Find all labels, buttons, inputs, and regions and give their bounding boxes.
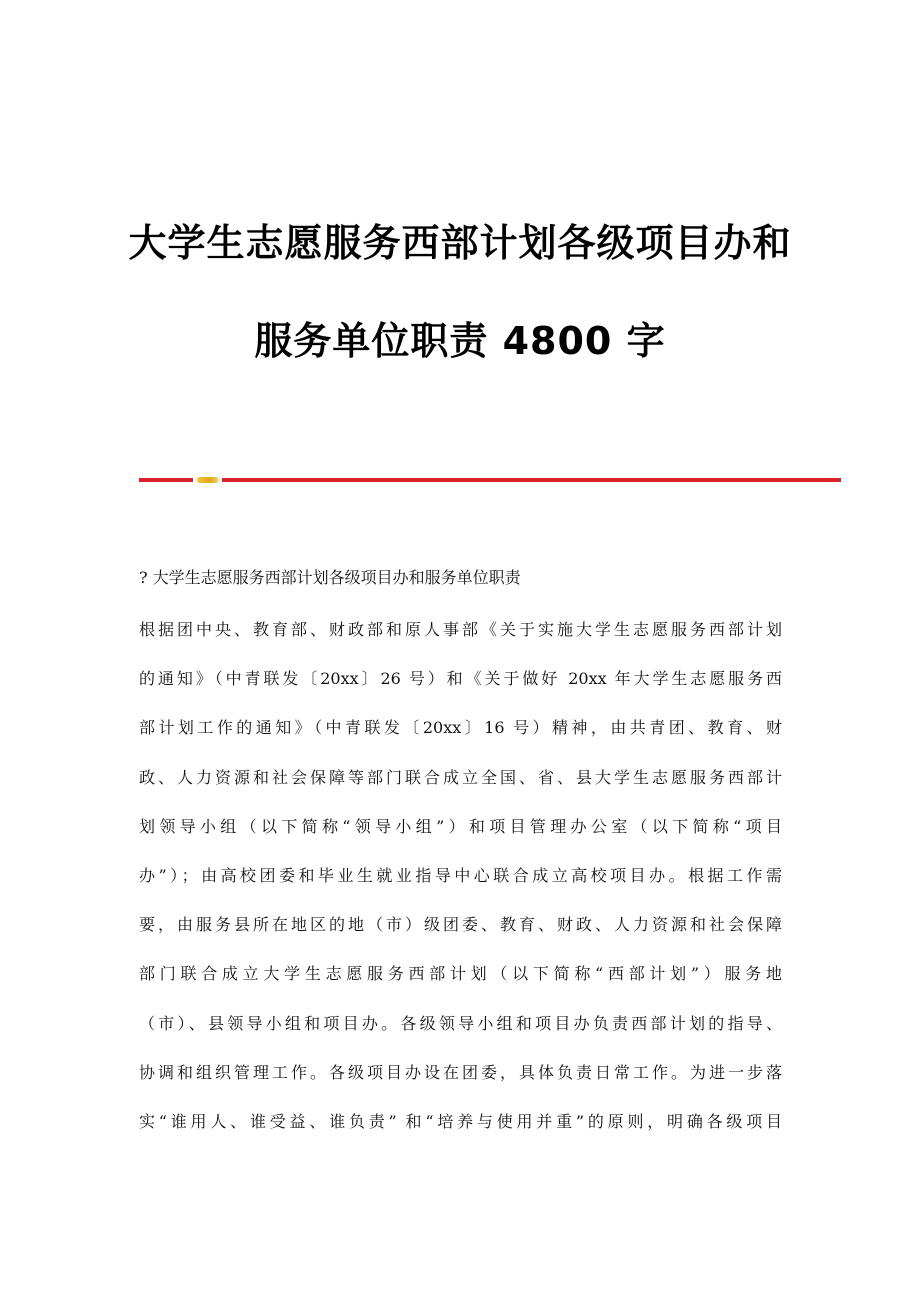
body-line: 部门联合成立大学生志愿服务西部计划（以下简称“西部计划”）服务地: [139, 964, 782, 984]
divider-bar-right: [222, 478, 841, 482]
title-divider: [139, 477, 841, 483]
body-line: 实“谁用人、谁受益、谁负责” 和“培养与使用并重”的原则，明确各级项目: [139, 1111, 782, 1131]
divider-ornament-icon: [197, 477, 219, 483]
body-line: 部计划工作的通知》（中青联发〔20xx〕16 号）精神，由共青团、教育、财: [139, 718, 782, 738]
body-line: 协调和组织管理工作。各级项目办设在团委，具体负责日常工作。为进一步落: [139, 1062, 782, 1082]
body-line: 办”）；由高校团委和毕业生就业指导中心联合成立高校项目办。根据工作需: [139, 865, 782, 885]
body-line: 划领导小组（以下简称“领导小组”）和项目管理办公室（以下简称“项目: [139, 816, 782, 836]
body-line: 的通知》（中青联发〔20xx〕26 号）和《关于做好 20xx 年大学生志愿服务西: [139, 669, 782, 689]
body-line: 政、人力资源和社会保障等部门联合成立全国、省、县大学生志愿服务西部计: [139, 767, 782, 787]
divider-bar-left: [139, 478, 193, 482]
body-line: 要，由服务县所在地区的地（市）级团委、教育、财政、人力资源和社会保障: [139, 915, 782, 935]
document-title-line-1: 大学生志愿服务西部计划各级项目办和: [128, 221, 792, 265]
section-heading: ? 大学生志愿服务西部计划各级项目办和服务单位职责: [139, 568, 521, 587]
body-line: （市）、县领导小组和项目办。各级领导小组和项目办负责西部计划的指导、: [139, 1013, 782, 1033]
body-paragraph: [139, 617, 782, 1158]
document-title-line-2: 服务单位职责 4800 字: [254, 319, 666, 363]
body-line: 根据团中央、教育部、财政部和原人事部《关于实施大学生志愿服务西部计划: [139, 620, 782, 639]
